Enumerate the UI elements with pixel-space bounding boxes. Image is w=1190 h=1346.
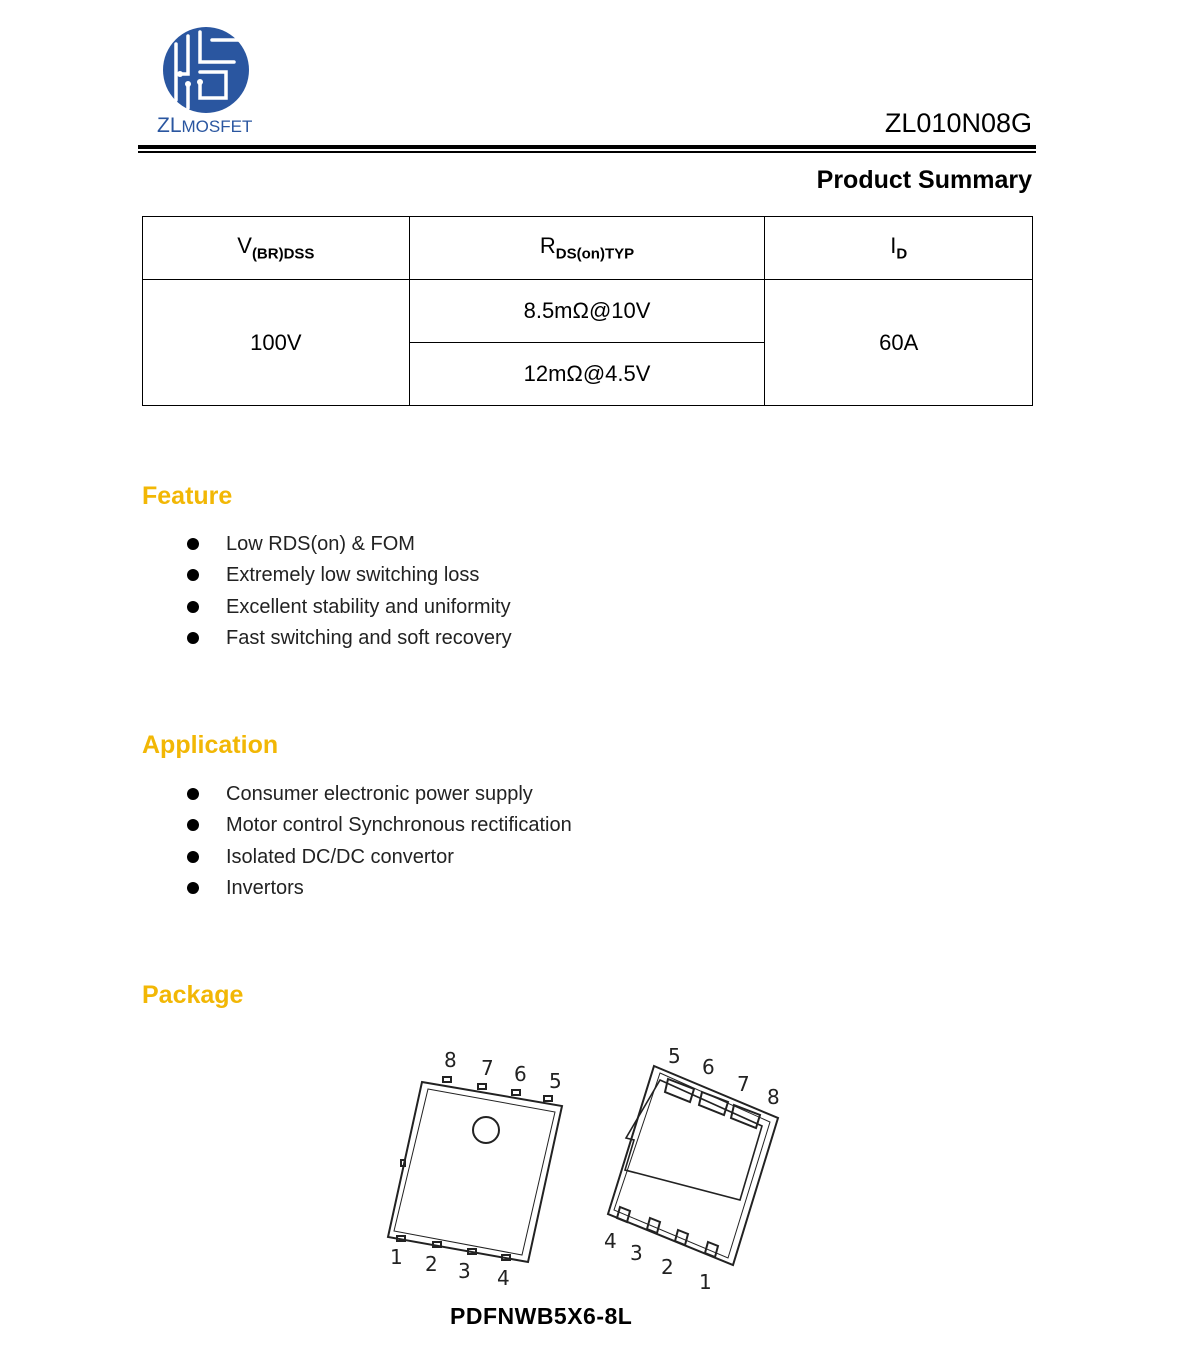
header-rule-thin [138, 151, 1036, 153]
header-id [765, 217, 1033, 280]
top-pin-4: 4 [497, 1266, 510, 1290]
top-pin-5: 5 [549, 1069, 562, 1093]
list-item: Consumer electronic power supply [186, 779, 572, 810]
header-id-main: I [890, 233, 897, 259]
header-rds-main: R [539, 233, 556, 259]
application-title: Application [142, 731, 279, 759]
bottom-pin-8: 8 [767, 1085, 780, 1109]
bottom-pin-5: 5 [668, 1044, 681, 1068]
feature-list [186, 529, 512, 654]
header-vbr-main: V [237, 233, 252, 259]
top-pin-1: 1 [390, 1245, 403, 1269]
product-summary-title: Product Summary [816, 166, 1032, 194]
product-summary-table [142, 216, 1033, 406]
package-name: PDFNWB5X6-8L [450, 1303, 633, 1329]
logo-text-zl: ZL [157, 114, 182, 137]
list-item: Motor control Synchronous rectification [186, 810, 572, 841]
list-item: Fast switching and soft recovery [186, 623, 512, 654]
list-item: Invertors [186, 873, 572, 904]
value-rds-10v: 8.5mΩ@10V [409, 280, 765, 343]
pin1-marker-icon [473, 1117, 499, 1143]
header-vbrdss [143, 217, 410, 280]
value-vbrdss: 100V [143, 280, 410, 406]
bottom-pin-1: 1 [699, 1270, 712, 1294]
value-id: 60A [765, 280, 1033, 406]
bottom-view-body [608, 1066, 778, 1265]
package-title: Package [142, 981, 244, 1009]
bottom-pin-3: 3 [630, 1241, 643, 1265]
top-pin-7: 7 [481, 1056, 494, 1080]
bottom-pin-2: 2 [661, 1255, 674, 1279]
top-pin-6: 6 [514, 1062, 527, 1086]
header-rule [138, 145, 1036, 149]
value-rds-4-5v: 12mΩ@4.5V [409, 343, 765, 406]
top-pin-8: 8 [444, 1048, 457, 1072]
header-rds-sub: DS(on)TYP [555, 245, 635, 263]
list-item: Isolated DC/DC convertor [186, 842, 572, 873]
header-id-sub: D [896, 245, 908, 263]
package-drawing [380, 1040, 800, 1300]
top-pin-3: 3 [458, 1259, 471, 1283]
logo-text [157, 114, 252, 138]
header-rdson [409, 217, 765, 280]
bottom-pin-6: 6 [702, 1055, 715, 1079]
feature-title: Feature [142, 482, 233, 510]
logo-text-mosfet: MOSFET [181, 117, 253, 136]
application-list [186, 779, 572, 904]
list-item: Excellent stability and uniformity [186, 592, 512, 623]
header-vbr-sub: (BR)DSS [251, 245, 315, 263]
list-item: Extremely low switching loss [186, 560, 512, 591]
bottom-pin-7: 7 [737, 1072, 750, 1096]
part-number: ZL010N08G [884, 108, 1032, 138]
top-pin-2: 2 [425, 1252, 438, 1276]
bottom-pin-4: 4 [604, 1229, 617, 1253]
list-item: Low RDS(on) & FOM [186, 529, 512, 560]
